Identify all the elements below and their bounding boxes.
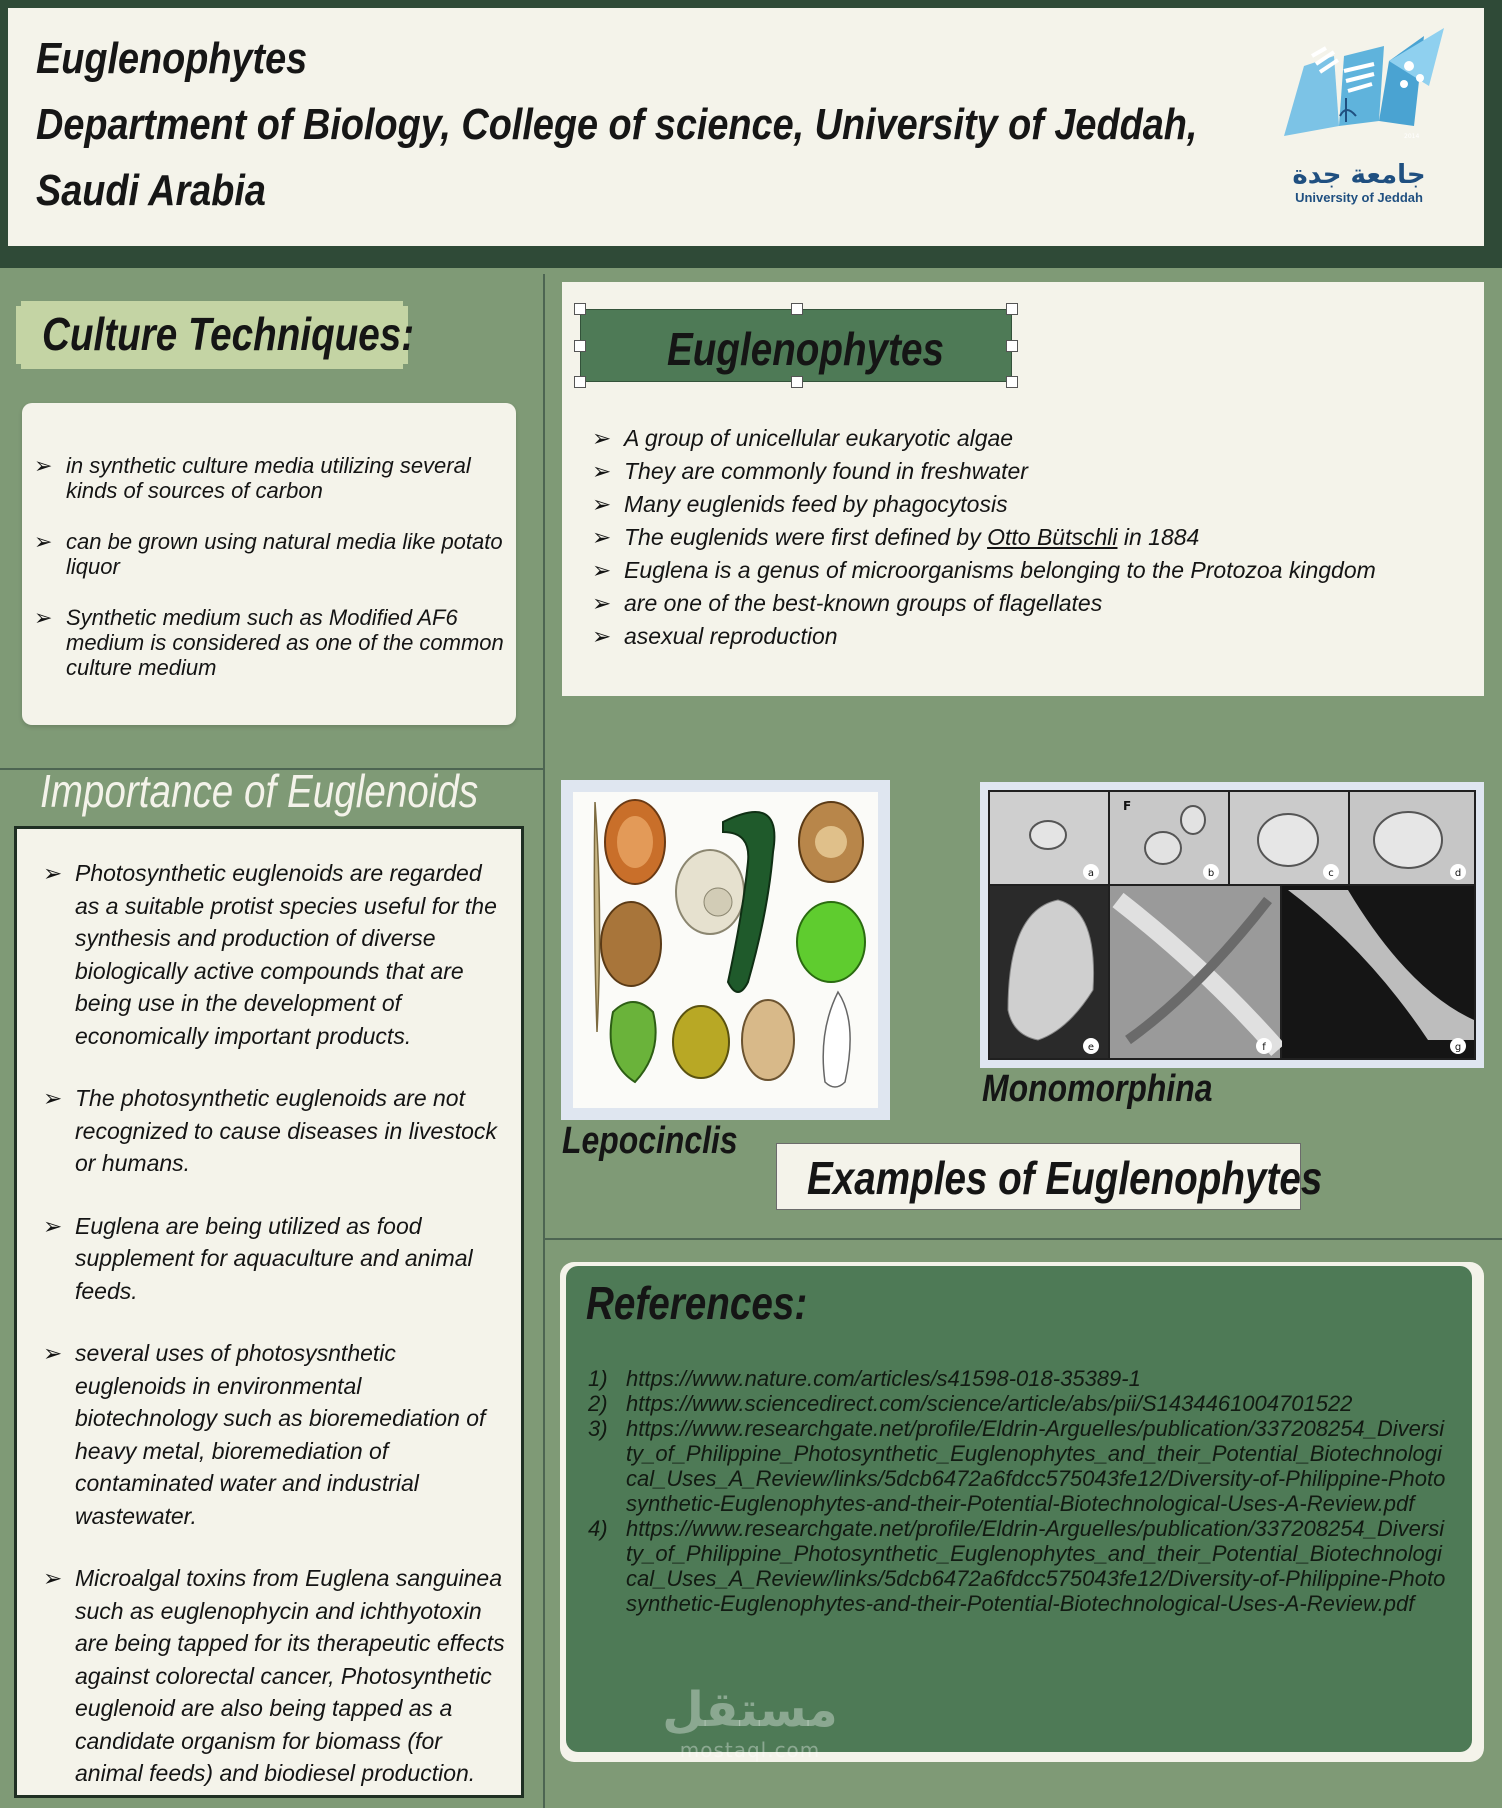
resize-handle[interactable] (1006, 376, 1018, 388)
reference-number: 4) (588, 1516, 608, 1541)
list-item: ➢ are one of the best-known groups of flagellates (592, 587, 1452, 620)
header (0, 0, 1502, 268)
list-item: ➢ Many euglenids feed by phagocytosis (592, 488, 1452, 521)
list-item: ➢ Synthetic medium such as Modified AF6 medium is considered as one of the common culture medium (34, 605, 504, 680)
poster-title: Euglenophytes (36, 34, 308, 83)
resize-handle[interactable] (791, 303, 803, 315)
resize-handle[interactable] (574, 303, 586, 315)
panel-letter: f (1262, 1042, 1266, 1053)
monomorphina-micrographs (988, 790, 1476, 1060)
panel-letter: c (1328, 868, 1334, 879)
resize-handle[interactable] (1006, 303, 1018, 315)
resize-handle[interactable] (574, 376, 586, 388)
logo-arabic-text: جامعة جدة (1292, 160, 1426, 190)
culture-banner (16, 301, 415, 369)
references-title: References: (586, 1277, 808, 1329)
reference-item (588, 1366, 1448, 1391)
panel-letter: a (1087, 868, 1095, 879)
examples-title-box (776, 1143, 1323, 1210)
references-list (588, 1366, 1448, 1616)
reference-number: 2) (588, 1391, 608, 1416)
reference-item (588, 1391, 1448, 1416)
lepocinclis-image (561, 780, 890, 1120)
monomorphina-image (980, 782, 1484, 1068)
country-line: Saudi Arabia (36, 166, 266, 215)
list-item: ➢ The photosynthetic euglenoids are not recognized to cause diseases in livestock or humans. (43, 1082, 505, 1180)
list-item: ➢ several uses of photosysnthetic euglenoids in environmental biotechnology such as bioremediation of heavy metal, bioremediation of contaminated water and industrial wastewater. (43, 1337, 505, 1532)
panel-f-mark: F (1123, 799, 1132, 813)
reference-link[interactable]: https://www.nature.com/articles/s41598-018-35389-1 (626, 1366, 1141, 1391)
list-item: ➢ Euglena are being utilized as food supplement for aquaculture and animal feeds. (43, 1210, 505, 1308)
euglenophytes-title: Euglenophytes (667, 323, 944, 375)
logo-year: 2014 (1404, 133, 1420, 140)
reference-link[interactable]: https://www.sciencedirect.com/science/article/abs/pii/S1434461004701522 (626, 1391, 1353, 1416)
watermark-latin: mostaql.com (679, 1738, 821, 1762)
panel-letter: g (1454, 1042, 1462, 1053)
importance-list (43, 857, 505, 1790)
reference-number: 3) (588, 1416, 608, 1441)
reference-item (588, 1416, 1448, 1516)
panel-letter: b (1207, 868, 1215, 879)
list-item: ➢ Photosynthetic euglenoids are regarded as a suitable protist species useful for the synthesis and production of diverse biologically active compounds that are being use in the development of economically important products. (43, 857, 505, 1052)
list-item (592, 521, 1452, 554)
otto-butschli-link[interactable]: Otto Bütschli (987, 524, 1118, 550)
reference-item (588, 1516, 1448, 1616)
list-item: ➢ A group of unicellular eukaryotic algae (592, 422, 1452, 455)
university-logo (1264, 26, 1454, 226)
header-panel (8, 8, 1484, 246)
logo-english-text: University of Jeddah (1295, 190, 1423, 205)
list-item: ➢ in synthetic culture media utilizing several kinds of sources of carbon (34, 453, 504, 503)
panel-letter: d (1454, 868, 1462, 879)
resize-handle[interactable] (1006, 340, 1018, 352)
examples-title: Examples of Euglenophytes (807, 1152, 1323, 1204)
resize-handle[interactable] (574, 340, 586, 352)
euglenophytes-banner[interactable] (580, 309, 1012, 382)
list-item: ➢ They are commonly found in freshwater (592, 455, 1452, 488)
reference-link[interactable]: https://www.researchgate.net/profile/Eldrin-Arguelles/publication/337208254_Diversity_of_Philippine_Photosynthetic_Euglenophytes_and_their_Potential_Biotechnological_Uses_A_Review/links/5dcb6472a6fdcc575043fe12/Diversity-of-Philippine-Photosynthetic-Euglenophytes-and-their-Potential-Biotechnological-Uses-A-Review.pdf (626, 1416, 1446, 1516)
importance-panel (14, 826, 524, 1798)
watermark-arabic: مستقل (662, 1682, 838, 1738)
culture-list (34, 453, 504, 680)
university-logo-mark (1264, 26, 1454, 156)
department-line: Department of Biology, College of science, University of Jeddah, (36, 100, 1198, 149)
monomorphina-caption: Monomorphina (982, 1068, 1213, 1110)
list-item: ➢ can be grown using natural media like potato liquor (34, 529, 504, 579)
reference-number: 1) (588, 1366, 608, 1391)
culture-panel (22, 403, 516, 725)
panel-letter: e (1087, 1042, 1095, 1053)
column-divider (543, 274, 545, 1808)
lepocinclis-illustration (573, 792, 878, 1108)
references-inner (566, 1266, 1472, 1752)
importance-title: Importance of Euglenoids (40, 765, 479, 817)
list-item: ➢ asexual reproduction (592, 620, 1452, 653)
list-item-text: The euglenids were first defined by (624, 524, 988, 550)
watermark (660, 1682, 840, 1782)
reference-link[interactable]: https://www.researchgate.net/profile/Eldrin-Arguelles/publication/337208254_Diversity_of_Philippine_Photosynthetic_Euglenophytes_and_their_Potential_Biotechnological_Uses_A_Review/links/5dcb6472a6fdcc575043fe12/Diversity-of-Philippine-Photosynthetic-Euglenophytes-and-their-Potential-Biotechnological-Uses-A-Review.pdf (626, 1516, 1446, 1616)
list-item: ➢ Euglena is a genus of microorganisms belonging to the Protozoa kingdom (592, 554, 1452, 587)
right-section-divider (543, 1238, 1502, 1240)
culture-title: Culture Techniques: (42, 308, 415, 360)
resize-handle[interactable] (791, 376, 803, 388)
list-item: ➢ Microalgal toxins from Euglena sanguinea such as euglenophycin and ichthyotoxin are being tapped for its therapeutic effects against colorectal cancer, Photosynthetic euglenoid are also being tapped as a candidate organism for biomass (for animal feeds) and biodiesel production. (43, 1562, 505, 1790)
euglenophytes-panel (562, 282, 1484, 696)
euglenophytes-list (592, 422, 1452, 653)
list-item-text: in 1884 (1117, 524, 1200, 550)
lepocinclis-caption: Lepocinclis (562, 1120, 738, 1162)
